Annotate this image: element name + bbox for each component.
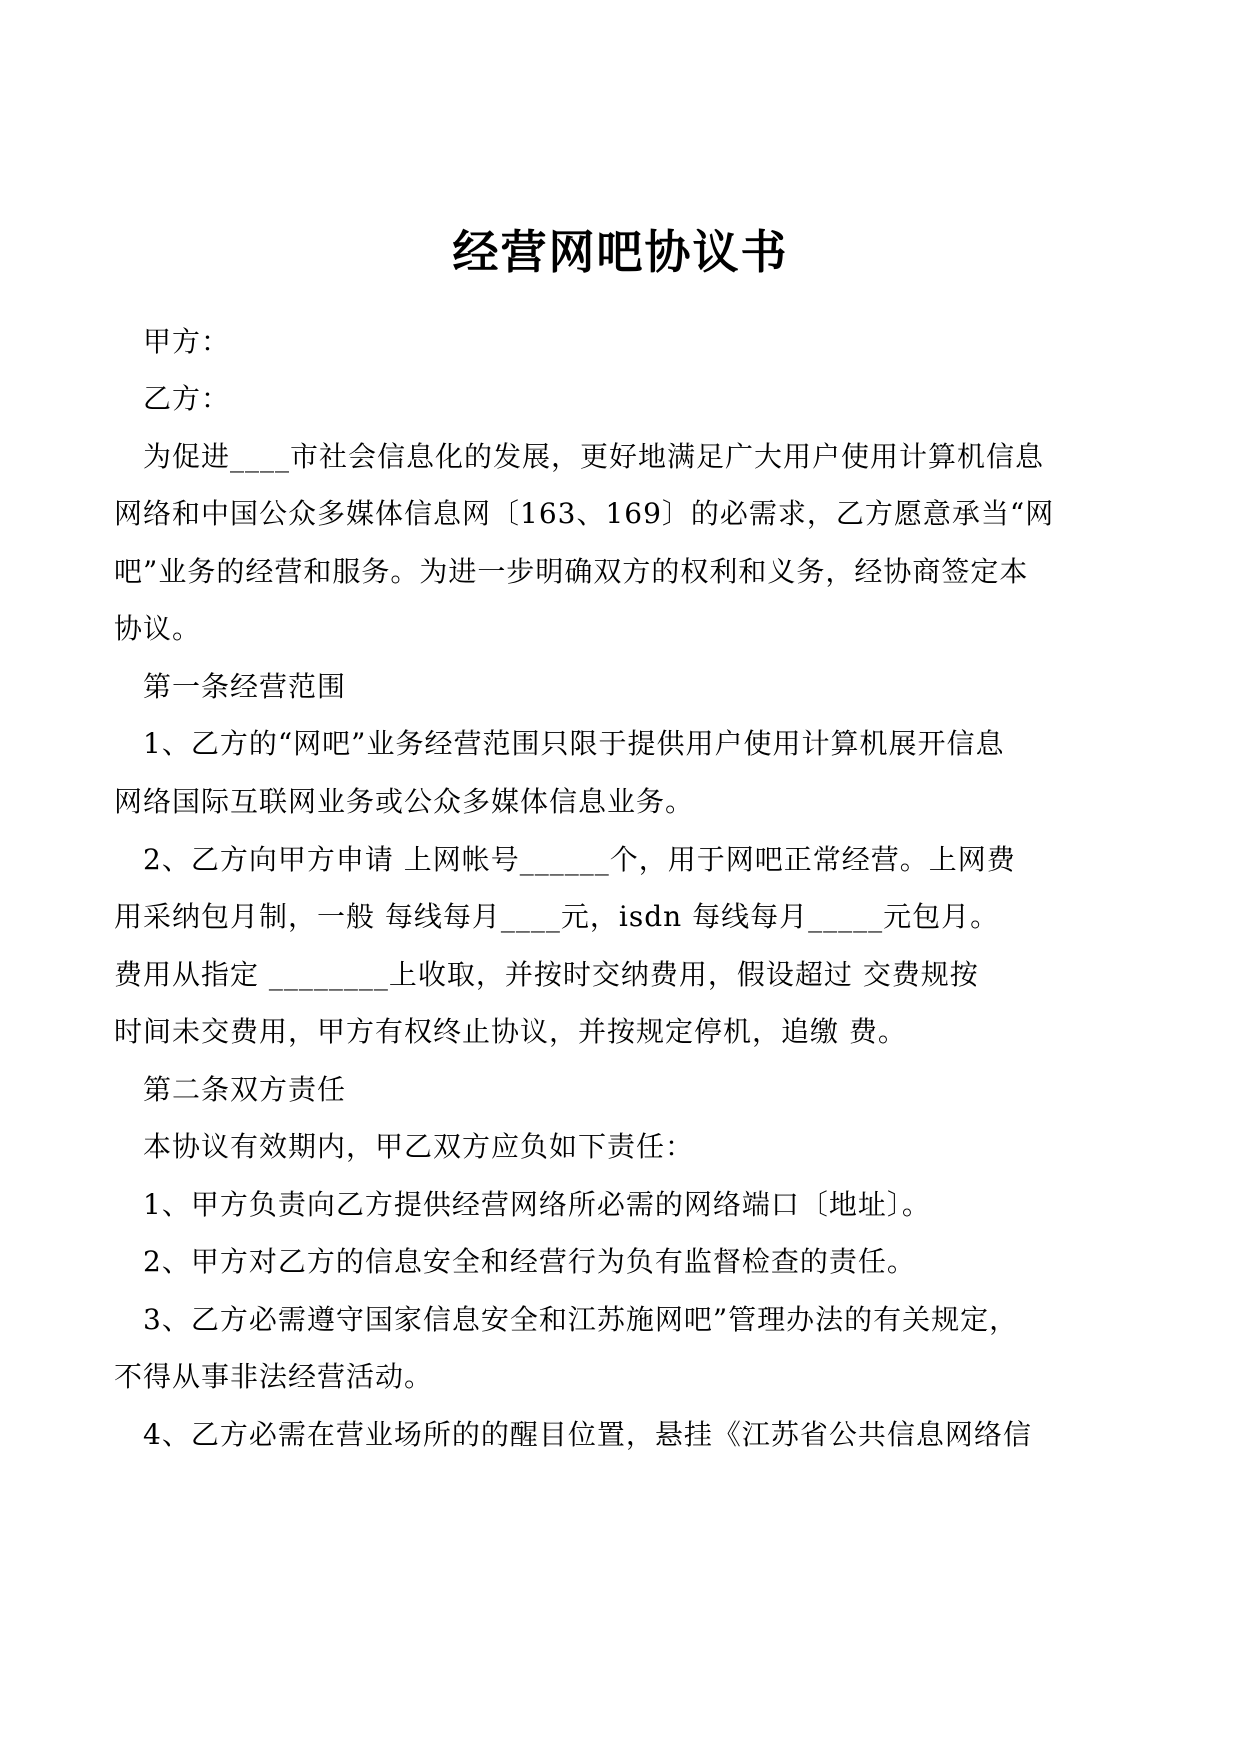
paragraph-line: 3、乙方必需遵守国家信息安全和江苏施网吧”管理办法的有关规定， [143, 1303, 1019, 1336]
paragraph-line: 为促进____市社会信息化的发展，更好地满足广大用户使用计算机信息 [143, 440, 1045, 473]
paragraph-line: 吧”业务的经营和服务。为进一步明确双方的权利和义务，经协商签定本 [114, 555, 1029, 588]
paragraph-line: 本协议有效期内，甲乙双方应负如下责任： [143, 1130, 695, 1163]
paragraph-line: 4、乙方必需在营业场所的的醒目位置，悬挂《江苏省公共信息网络信 [143, 1418, 1032, 1451]
party-b-line: 乙方： [143, 382, 231, 415]
paragraph-line: 用采纳包月制，一般 每线每月____元，isdn 每线每月_____元包月。 [114, 900, 1000, 933]
paragraph-line: 时间未交费用，甲方有权终止协议，并按规定停机，追缴 费。 [114, 1015, 907, 1048]
paragraph-line: 2、甲方对乙方的信息安全和经营行为负有监督检查的责任。 [143, 1245, 916, 1278]
paragraph-line: 1、乙方的“网吧”业务经营范围只限于提供用户使用计算机展开信息 [143, 727, 1005, 760]
paragraph-line: 网络和中国公众多媒体信息网〔163、169〕的必需求，乙方愿意承当“网 [114, 497, 1055, 530]
paragraph-line: 网络国际互联网业务或公众多媒体信息业务。 [114, 785, 695, 818]
section-heading: 第一条经营范围 [143, 670, 347, 703]
paragraph-line: 1、甲方负责向乙方提供经营网络所必需的网络端口〔地址〕。 [143, 1188, 931, 1221]
paragraph-line: 费用从指定 ________上收取，并按时交纳费用，假设超过 交费规按 [114, 958, 979, 991]
party-a-line: 甲方： [143, 325, 231, 358]
section-heading: 第二条双方责任 [143, 1073, 347, 1106]
paragraph-line: 2、乙方向甲方申请 上网帐号______个，用于网吧正常经营。上网费 [143, 843, 1016, 876]
paragraph-line: 协议。 [114, 612, 202, 645]
document-title: 经营网吧协议书 [452, 225, 789, 279]
paragraph-line: 不得从事非法经营活动。 [114, 1360, 434, 1393]
